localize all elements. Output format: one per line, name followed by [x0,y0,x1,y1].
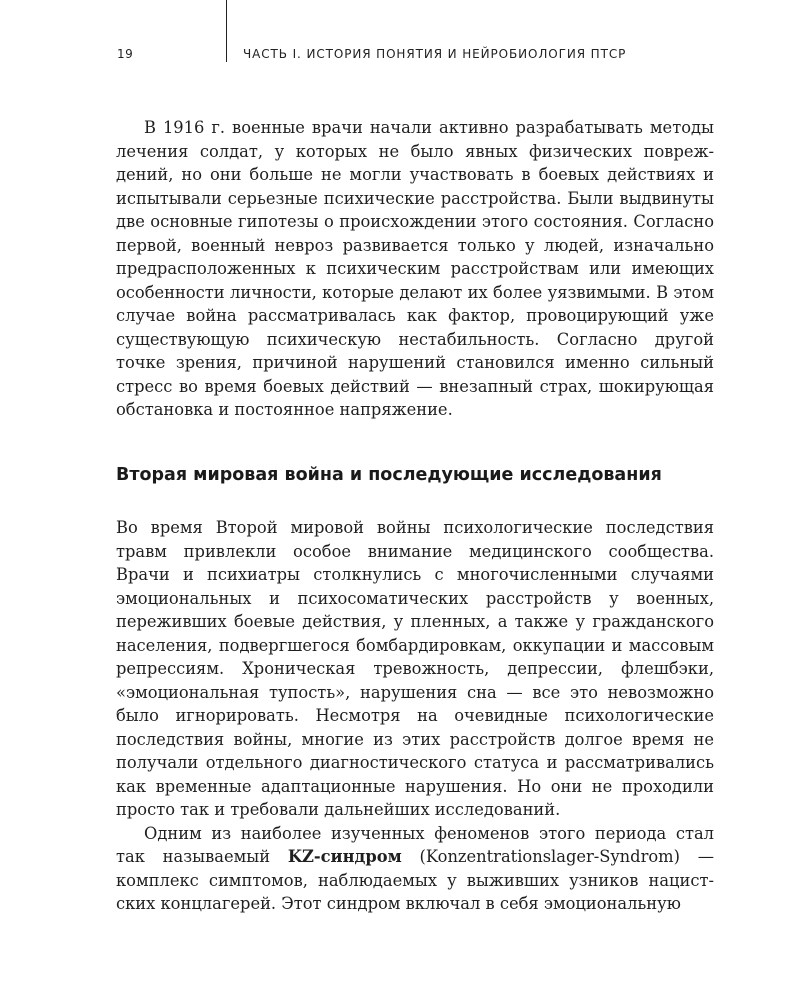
page-number: 19 [117,47,134,61]
paragraph-kz-syndrome [116,822,714,916]
paragraph-1916: В 1916 г. военные врачи начали активно разрабатывать методы лечения солдат, у которых не было явных физических повреждений, но они больше не могли участвовать в боевых действиях и испытывали серьезные психические расстройства. Были выдвинуты две основные гипотезы о происхождении этого состояния. Согласно первой, военный невроз развивается только у людей, изначально предрасположенных к психическим расстройствам или имеющих особенности личности, которые делают их более уязвимыми. В этом случае война рассматривалась как фактор, провоцирующий уже существующую психическую нестабильность. Согласно другой точке зрения, причиной нарушений становился именно сильный стресс во время боевых действий — внезапный страх, шокирующая обстановка и постоянное напряжение. [116,118,714,419]
paragraph-kz-intro: Одним из наиболее изученных феноменов этого периода стал так называемый [116,823,714,866]
body-text-top [116,116,714,422]
body-text-bottom [116,516,714,916]
header-divider [226,0,227,62]
paragraph-kz-rest: (Konzentrationslager-Syndrom) — комплекс симптомов, наблюдаемых у выживших узников нацистских концлагерей. Этот синдром включал в себя эмоциональную [116,847,715,913]
section-heading: Вторая мировая война и последующие исследования [116,465,662,485]
running-head [0,0,800,80]
paragraph-ww2: Во время Второй мировой войны психологические последствия травм привлекли особое внимание медицинского сообщества. Врачи и психиатры столкнулись с многочисленными случаями эмоциональных и психосоматических расстройств у военных, переживших боевые действия, у пленных, а также у гражданского населения, подвергшегося бомбардировкам, оккупации и массовым репрессиям. Хроническая тревожность, депрессии, флешбэки, «эмоциональная тупость», нарушения сна — все это невозможно было игнорировать. Несмотря на очевидные психологические последствия войны, многие из этих расстройств долгое время не получали отдельного диагностического статуса и рассматривались как временные адаптационные нарушения. Но они не проходили просто так и требовали дальнейших исследований. [116,518,714,819]
chapter-title: ЧАСТЬ I. ИСТОРИЯ ПОНЯТИЯ И НЕЙРОБИОЛОГИЯ ПТСР [243,47,627,61]
kz-syndrome-term: KZ-синдром [287,847,402,866]
